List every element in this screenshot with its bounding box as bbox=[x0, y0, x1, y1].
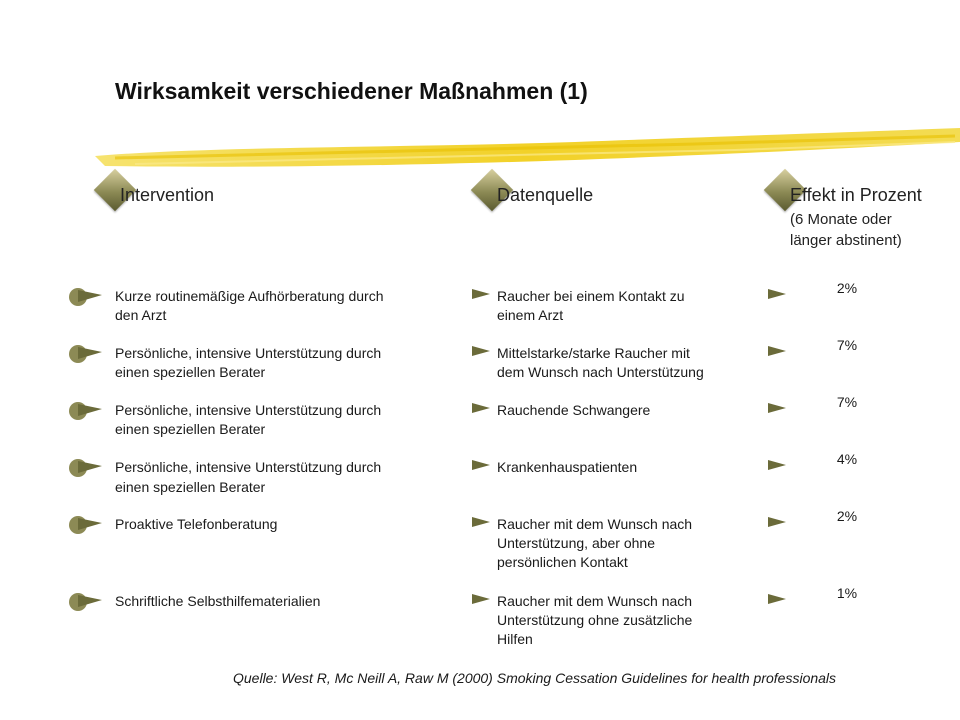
intervention-line: den Arzt bbox=[115, 307, 167, 323]
effekt-value: 2% bbox=[836, 280, 858, 296]
datenquelle-cell bbox=[497, 515, 757, 572]
intervention-line: einen speziellen Berater bbox=[115, 479, 266, 495]
intervention-line: Persönliche, intensive Unterstützung durch bbox=[115, 402, 382, 418]
olive-arrow-bullet-icon bbox=[68, 287, 102, 307]
quelle-line: Unterstützung, aber ohne bbox=[497, 535, 655, 551]
quelle-line: Raucher bei einem Kontakt zu bbox=[497, 288, 685, 304]
olive-arrow-bullet-icon bbox=[68, 401, 102, 421]
effekt-value: 2% bbox=[836, 508, 858, 524]
quelle-line: Raucher mit dem Wunsch nach bbox=[497, 516, 693, 532]
olive-arrow-bullet-icon bbox=[68, 344, 102, 364]
intervention-line: einen speziellen Berater bbox=[115, 421, 266, 437]
intervention-cell bbox=[115, 287, 445, 325]
quelle-line: Mittelstarke/starke Raucher mit bbox=[497, 345, 690, 361]
intervention-line: einen speziellen Berater bbox=[115, 364, 266, 380]
quelle-line: Rauchende Schwangere bbox=[497, 402, 651, 418]
column-label: Datenquelle bbox=[497, 185, 594, 205]
intervention-line: Kurze routinemäßige Aufhörberatung durch bbox=[115, 288, 384, 304]
intervention-cell bbox=[115, 458, 445, 497]
yellow-brush-stroke bbox=[95, 128, 960, 178]
datenquelle-cell bbox=[497, 344, 757, 382]
arrow-bullet-icon bbox=[472, 594, 490, 606]
column-sublabel-line: (6 Monate oder bbox=[790, 211, 892, 228]
intervention-line: Proaktive Telefonberatung bbox=[115, 516, 278, 532]
source-citation: Quelle: West R, Mc Neill A, Raw M (2000) Smoking Cessation Guidelines for health professionals bbox=[233, 670, 837, 686]
arrow-bullet-icon bbox=[768, 517, 786, 529]
olive-arrow-bullet-icon bbox=[68, 592, 102, 612]
arrow-bullet-icon bbox=[768, 289, 786, 301]
table-row bbox=[0, 508, 960, 575]
column-label: Effekt in Prozent bbox=[790, 185, 922, 205]
intervention-cell bbox=[115, 401, 445, 439]
arrow-bullet-icon bbox=[472, 517, 490, 529]
olive-arrow-bullet-icon bbox=[68, 515, 102, 535]
quelle-line: Unterstützung ohne zusätzliche bbox=[497, 612, 693, 628]
quelle-line: Krankenhauspatienten bbox=[497, 459, 638, 475]
arrow-bullet-icon bbox=[472, 289, 490, 301]
quelle-line: persönlichen Kontakt bbox=[497, 554, 628, 570]
datenquelle-cell bbox=[497, 401, 757, 420]
effekt-value: 7% bbox=[836, 394, 858, 410]
arrow-bullet-icon bbox=[768, 594, 786, 606]
arrow-bullet-icon bbox=[768, 460, 786, 472]
datenquelle-cell bbox=[497, 592, 757, 649]
intervention-cell bbox=[115, 344, 445, 382]
arrow-bullet-icon bbox=[472, 346, 490, 358]
column-sublabel bbox=[790, 209, 902, 251]
olive-arrow-bullet-icon bbox=[68, 458, 102, 478]
table-row bbox=[0, 585, 960, 652]
effekt-value: 4% bbox=[836, 451, 858, 467]
datenquelle-cell bbox=[497, 458, 757, 477]
datenquelle-cell bbox=[497, 287, 757, 325]
effekt-value: 7% bbox=[836, 337, 858, 353]
column-label: Intervention bbox=[120, 185, 215, 205]
quelle-line: Hilfen bbox=[497, 631, 533, 647]
intervention-line: Persönliche, intensive Unterstützung durch bbox=[115, 459, 382, 475]
intervention-cell bbox=[115, 515, 445, 534]
intervention-cell bbox=[115, 592, 445, 611]
arrow-bullet-icon bbox=[472, 460, 490, 472]
intervention-line: Schriftliche Selbsthilfematerialien bbox=[115, 593, 321, 609]
arrow-bullet-icon bbox=[768, 346, 786, 358]
effekt-value: 1% bbox=[836, 585, 858, 601]
arrow-bullet-icon bbox=[768, 403, 786, 415]
quelle-line: einem Arzt bbox=[497, 307, 564, 323]
slide-title: Wirksamkeit verschiedener Maßnahmen (1) bbox=[115, 78, 588, 104]
quelle-line: Raucher mit dem Wunsch nach bbox=[497, 593, 693, 609]
column-sublabel-line: länger abstinent) bbox=[790, 232, 902, 249]
arrow-bullet-icon bbox=[472, 403, 490, 415]
intervention-line: Persönliche, intensive Unterstützung durch bbox=[115, 345, 382, 361]
quelle-line: dem Wunsch nach Unterstützung bbox=[497, 364, 704, 380]
